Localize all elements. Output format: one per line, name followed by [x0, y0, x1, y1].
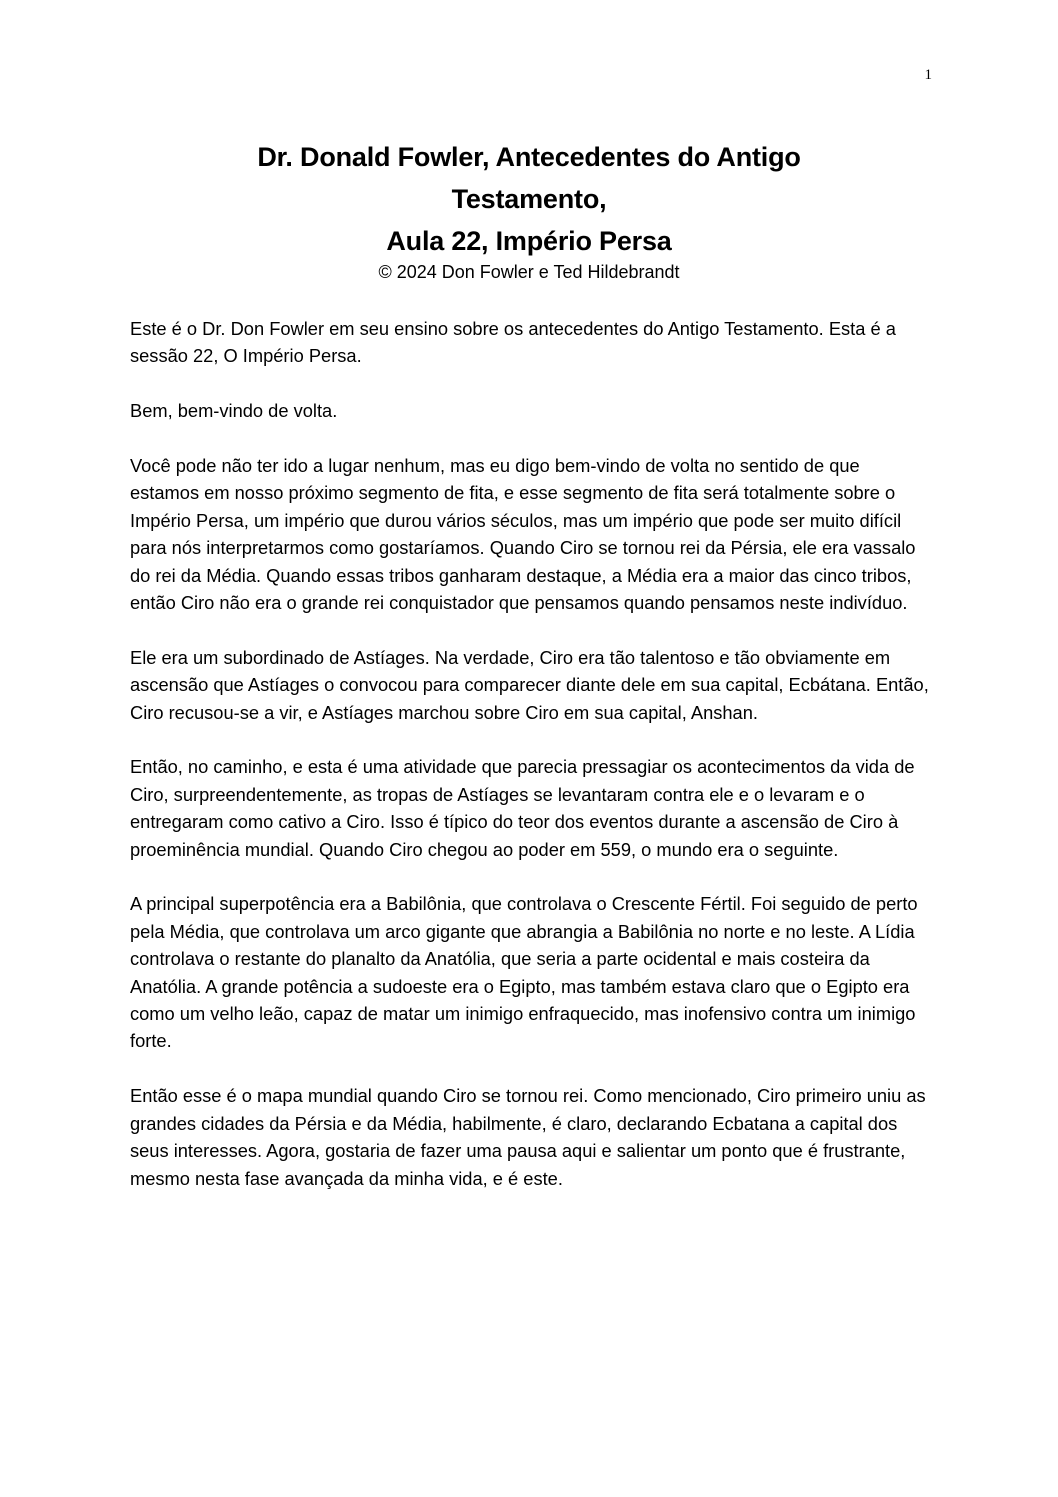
paragraph: Você pode não ter ido a lugar nenhum, mas eu digo bem-vindo de volta no sentido de que estamos em nosso próximo segmento de fita, e esse segmento de fita será totalmente sobre o Império Persa, um império que durou vários séculos, mas um império que pode ser muito difícil para nós interpretarmos como gostaríamos. Quando Ciro se tornou rei da Pérsia, ele era vassalo do rei da Média. Quando essas tribos ganharam destaque, a Média era a maior das cinco tribos, então Ciro não era o grande rei conquistador que pensamos quando pensamos neste indivíduo. — [130, 455, 916, 614]
body-text — [130, 315, 930, 1219]
title-line-1: Dr. Donald Fowler, Antecedentes do Antigo — [257, 142, 801, 172]
title-line-2: Testamento, — [451, 184, 607, 214]
copyright-line: © 2024 Don Fowler e Ted Hildebrandt — [378, 262, 680, 282]
page-number: 1 — [924, 67, 932, 83]
paragraph: Então esse é o mapa mundial quando Ciro se tornou rei. Como mencionado, Ciro primeiro uniu as grandes cidades da Pérsia e da Média, habilmente, é claro, declarando Ecbatana a capital dos seus interesses. Agora, gostaria de fazer uma pausa aqui e salientar um ponto que é frustrante, mesmo nesta fase avançada da minha vida, e é este. — [130, 1085, 926, 1189]
paragraph: A principal superpotência era a Babilônia, que controlava o Crescente Fértil. Foi seguido de perto pela Média, que controlava um arco gigante que abrangia a Babilônia no norte e no leste. A Lídia controlava o restante do planalto da Anatólia, que seria a parte ocidental e mais costeira da Anatólia. A grande potência a sudoeste era o Egipto, mas também estava claro que o Egipto era como um velho leão, capaz de matar um inimigo enfraquecido, mas inofensivo contra um inimigo forte. — [130, 893, 918, 1052]
paragraph: Este é o Dr. Don Fowler em seu ensino sobre os antecedentes do Antigo Testamento. Esta é a sessão 22, O Império Persa. — [130, 318, 896, 367]
paragraph: Bem, bem-vindo de volta. — [130, 400, 338, 422]
paragraph: Então, no caminho, e esta é uma atividade que parecia pressagiar os acontecimentos da vida de Ciro, surpreendentemente, as tropas de Astíages se levantaram contra ele e o levaram e o entregaram como cativo a Ciro. Isso é típico do teor dos eventos durante a ascensão de Ciro à proeminência mundial. Quando Ciro chegou ao poder em 559, o mundo era o seguinte. — [130, 756, 915, 860]
paragraph: Ele era um subordinado de Astíages. Na verdade, Ciro era tão talentoso e tão obviamente em ascensão que Astíages o convocou para comparecer diante dele em sua capital, Ecbátana. Então, Ciro recusou-se a vir, e Astíages marchou sobre Ciro em sua capital, Anshan. — [130, 646, 929, 723]
title-line-3: Aula 22, Império Persa — [386, 226, 672, 256]
title-block — [130, 136, 928, 284]
